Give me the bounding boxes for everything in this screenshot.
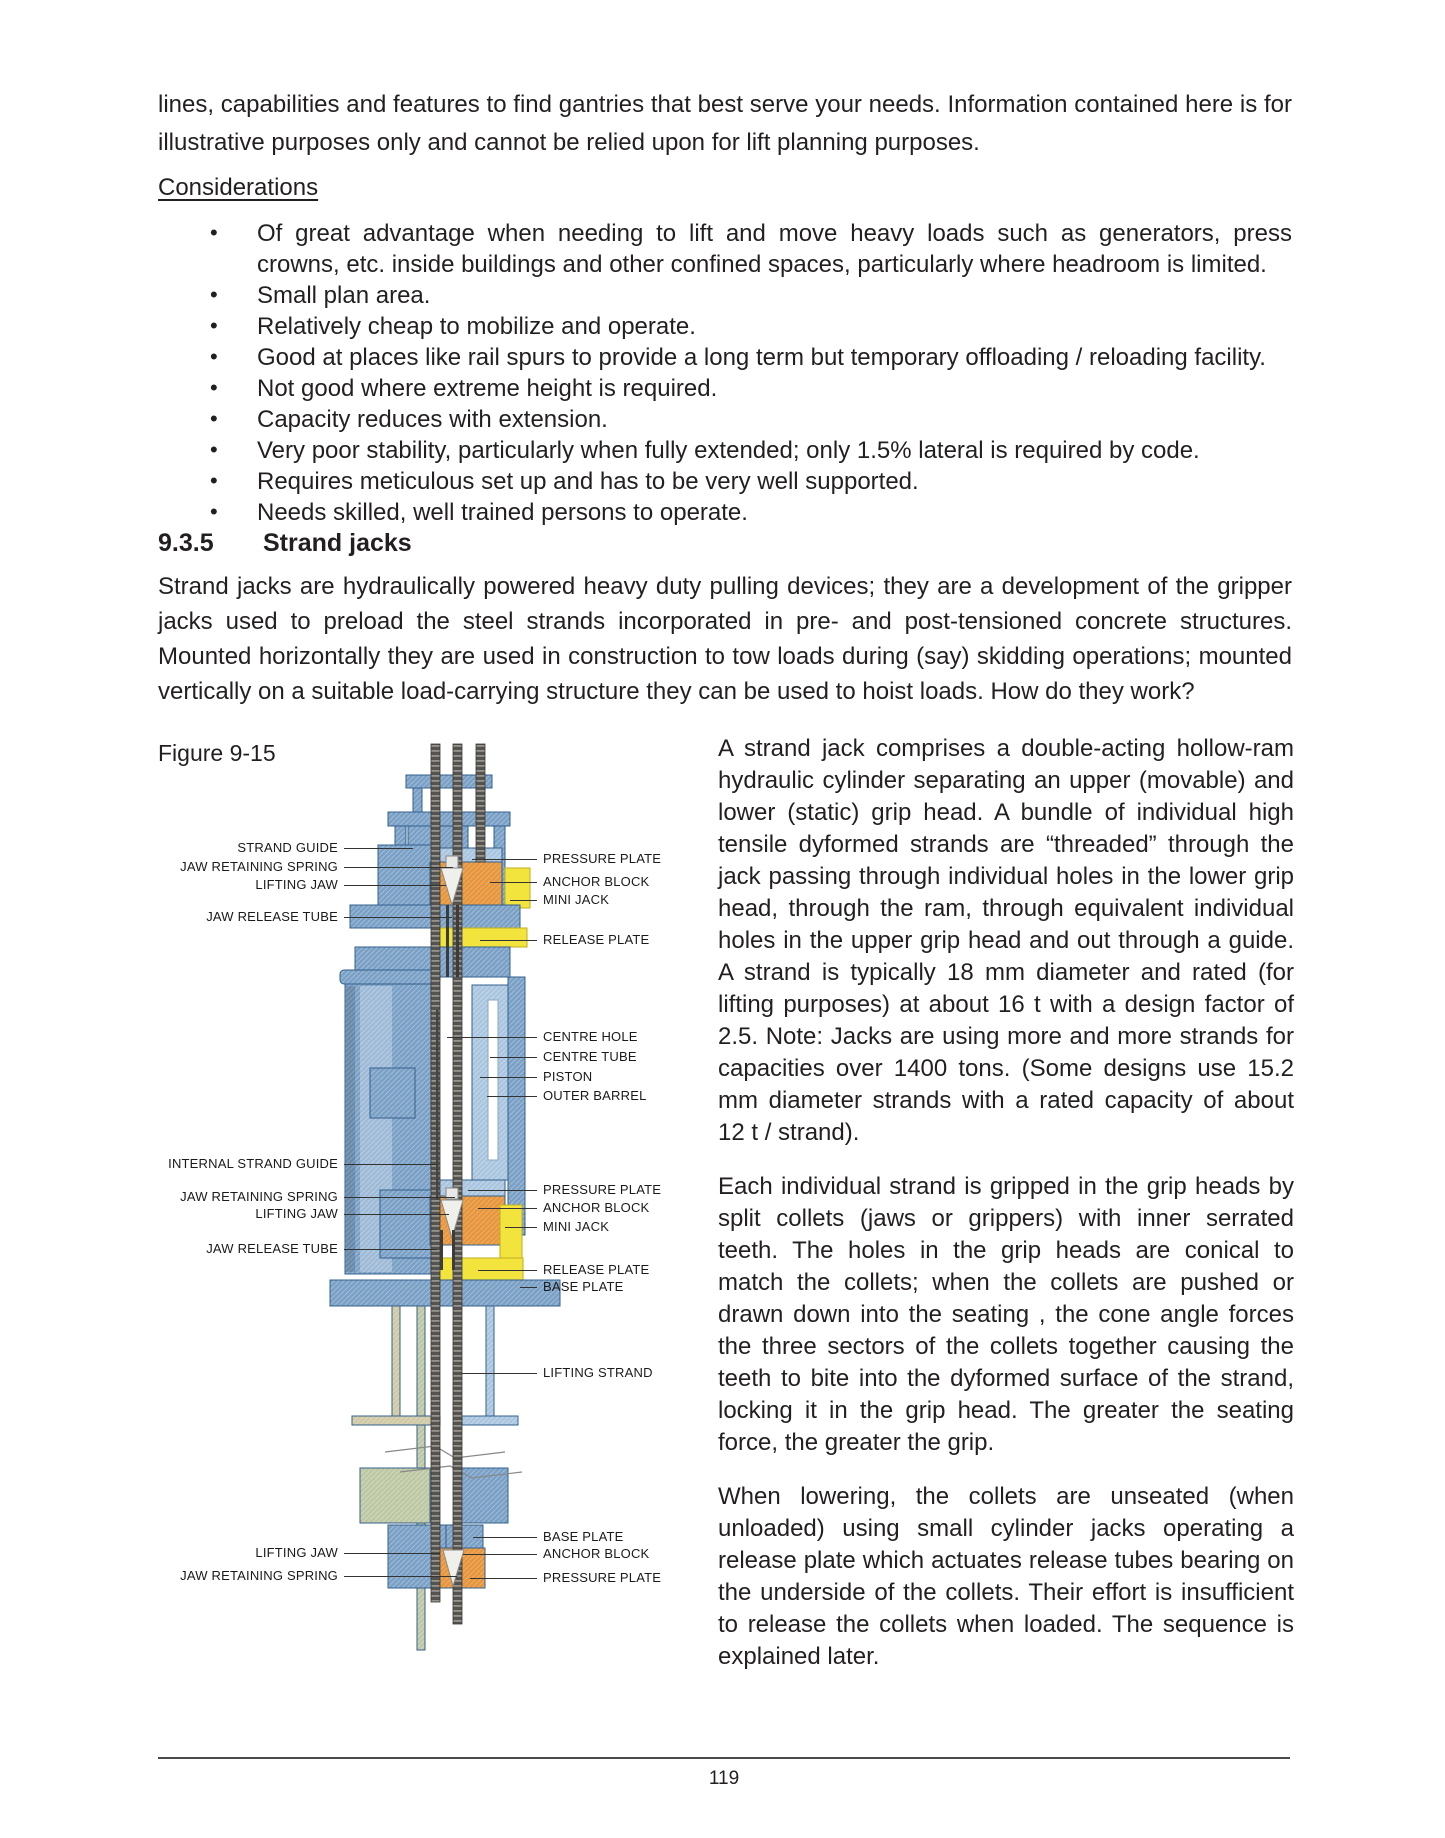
- list-item: • Of great advantage when needing to lift and move heavy loads such as generators, press crowns, etc. inside buildings and other confined spaces, particularly where headroom is limited.: [158, 218, 1292, 280]
- fig-leader-line: [490, 882, 537, 883]
- body-paragraph: Each individual strand is gripped in the grip heads by split collets (jaws or grippers) with inner serrated teeth. The holes in the grip heads are conical to match the collets; when the collets are pushed or drawn down into the seating , the cone angle forces the three sectors of the collets together causing the teeth to bite into the dyformed surface of the strand, locking it in the grip head. The greater the seating force, the greater the grip.: [718, 1173, 1294, 1456]
- fig-label-jaw-retaining-spring-2: JAW RETAINING SPRING: [180, 1189, 338, 1204]
- list-item: • Very poor stability, particularly when fully extended; only 1.5% lateral is required by code.: [158, 435, 1292, 466]
- fig-label-release-plate-2: RELEASE PLATE: [543, 1262, 650, 1277]
- fig-label-base-plate-2: BASE PLATE: [543, 1529, 624, 1544]
- fig-leader-line: [344, 1164, 437, 1165]
- fig-label-anchor-block-2: ANCHOR BLOCK: [543, 1200, 650, 1215]
- section-title: Strand jacks: [263, 529, 412, 557]
- fig-leader-line: [344, 848, 413, 849]
- fig-label-outer-barrel: OUTER BARREL: [543, 1088, 647, 1103]
- fig-label-strand-guide: STRAND GUIDE: [237, 840, 338, 855]
- fig-leader-line: [478, 1270, 537, 1271]
- fig-label-mini-jack-2: MINI JACK: [543, 1219, 610, 1234]
- considerations-heading: Considerations: [158, 174, 319, 201]
- footer-rule: [158, 1757, 1290, 1759]
- fig-label-internal-strand-guide: INTERNAL STRAND GUIDE: [168, 1156, 338, 1171]
- fig-leader-line: [487, 1096, 537, 1097]
- considerations-list: [158, 218, 1292, 528]
- list-item: • Needs skilled, well trained persons to operate.: [158, 497, 1292, 528]
- fig-label-jaw-retaining-spring-1: JAW RETAINING SPRING: [180, 859, 338, 874]
- fig-leader-line: [447, 1037, 537, 1038]
- list-item: • Not good where extreme height is required.: [158, 373, 1292, 404]
- right-column: [718, 733, 1294, 1695]
- fig-label-lifting-strand: LIFTING STRAND: [543, 1365, 653, 1380]
- figure-caption: Figure 9-15: [158, 740, 276, 766]
- fig-leader-line: [344, 1576, 457, 1577]
- fig-leader-line: [478, 1208, 537, 1209]
- fig-label-centre-hole: CENTRE HOLE: [543, 1029, 638, 1044]
- fig-label-base-plate-1: BASE PLATE: [543, 1279, 624, 1294]
- fig-leader-line: [470, 1578, 537, 1579]
- fig-leader-line: [480, 1077, 537, 1078]
- fig-label-centre-tube: CENTRE TUBE: [543, 1049, 637, 1064]
- fig-label-anchor-block-1: ANCHOR BLOCK: [543, 874, 650, 889]
- fig-leader-line: [510, 900, 537, 901]
- fig-leader-line: [344, 885, 446, 886]
- page-number: 119: [708, 1768, 740, 1789]
- fig-label-lifting-jaw-3: LIFTING JAW: [255, 1545, 338, 1560]
- fig-label-piston: PISTON: [543, 1069, 593, 1084]
- list-item: • Capacity reduces with extension.: [158, 404, 1292, 435]
- fig-label-pressure-plate-1: PRESSURE PLATE: [543, 851, 662, 866]
- fig-label-pressure-plate-3: PRESSURE PLATE: [543, 1570, 662, 1585]
- section-paragraph: Strand jacks are hydraulically powered heavy duty pulling devices; they are a development of the gripper jacks used to preload the steel strands incorporated in pre- and post-tensioned concrete structures. Mounted horizontally they are used in construction to tow loads during (say) skidding operations; mounted vertically on a suitable load-carrying structure they can be used to hoist loads. How do they work?: [158, 573, 1292, 705]
- section-number: 9.3.5: [158, 529, 214, 557]
- body-paragraph: A strand jack comprises a double-acting hollow-ram hydraulic cylinder separating an upper (movable) and lower (static) grip head. A bundle of individual high tensile dyformed strands are “threaded” through the jack passing through individual holes in the lower grip head, through the ram, through equivalent individual holes in the upper grip head and out through a guide. A strand is typically 18 mm diameter and rated (for lifting purposes) at about 16 t with a design factor of 2.5. Note: Jacks are using more and more strands for capacities over 1400 tons. (Some designs use 15.2 mm diameter strands with a rated capacity of about 12 t / strand).: [718, 735, 1294, 1146]
- list-item: • Requires meticulous set up and has to be very well supported.: [158, 466, 1292, 497]
- fig-leader-line: [505, 1227, 537, 1228]
- fig-leader-line: [490, 1057, 537, 1058]
- fig-leader-line: [472, 859, 537, 860]
- fig-leader-line: [344, 917, 452, 918]
- fig-leader-line: [468, 1190, 537, 1191]
- fig-label-jaw-retaining-spring-3: JAW RETAINING SPRING: [180, 1568, 338, 1583]
- fig-label-lifting-jaw-2: LIFTING JAW: [255, 1206, 338, 1221]
- section-heading: [158, 529, 412, 558]
- fig-leader-line: [344, 1553, 440, 1554]
- list-item: • Good at places like rail spurs to provide a long term but temporary offloading / reloading facility.: [158, 342, 1292, 373]
- fig-leader-line: [344, 867, 453, 868]
- fig-label-jaw-release-tube-2: JAW RELEASE TUBE: [206, 1241, 338, 1256]
- fig-leader-line: [344, 1214, 449, 1215]
- fig-leader-line: [462, 1373, 537, 1374]
- fig-leader-line: [520, 1287, 537, 1288]
- fig-label-pressure-plate-2: PRESSURE PLATE: [543, 1182, 662, 1197]
- list-item: • Small plan area.: [158, 280, 1292, 311]
- fig-leader-line: [344, 1197, 455, 1198]
- fig-leader-line: [463, 1554, 537, 1555]
- list-item: • Relatively cheap to mobilize and operate.: [158, 311, 1292, 342]
- fig-label-jaw-release-tube-1: JAW RELEASE TUBE: [206, 909, 338, 924]
- body-paragraph: When lowering, the collets are unseated (when unloaded) using small cylinder jacks operating a release plate which actuates release tubes bearing on the underside of the collets. Their effort is insufficient to release the collets when loaded. The sequence is explained later.: [718, 1483, 1294, 1670]
- fig-leader-line: [473, 1537, 537, 1538]
- fig-leader-line: [480, 940, 537, 941]
- fig-label-mini-jack-1: MINI JACK: [543, 892, 610, 907]
- fig-leader-line: [344, 1249, 437, 1250]
- fig-label-lifting-jaw-1: LIFTING JAW: [255, 877, 338, 892]
- intro-paragraph: lines, capabilities and features to find gantries that best serve your needs. Information contained here is for illustrative purposes only and cannot be relied upon for lift planning purposes.: [158, 91, 1292, 156]
- fig-label-anchor-block-3: ANCHOR BLOCK: [543, 1546, 650, 1561]
- fig-label-release-plate-1: RELEASE PLATE: [543, 932, 650, 947]
